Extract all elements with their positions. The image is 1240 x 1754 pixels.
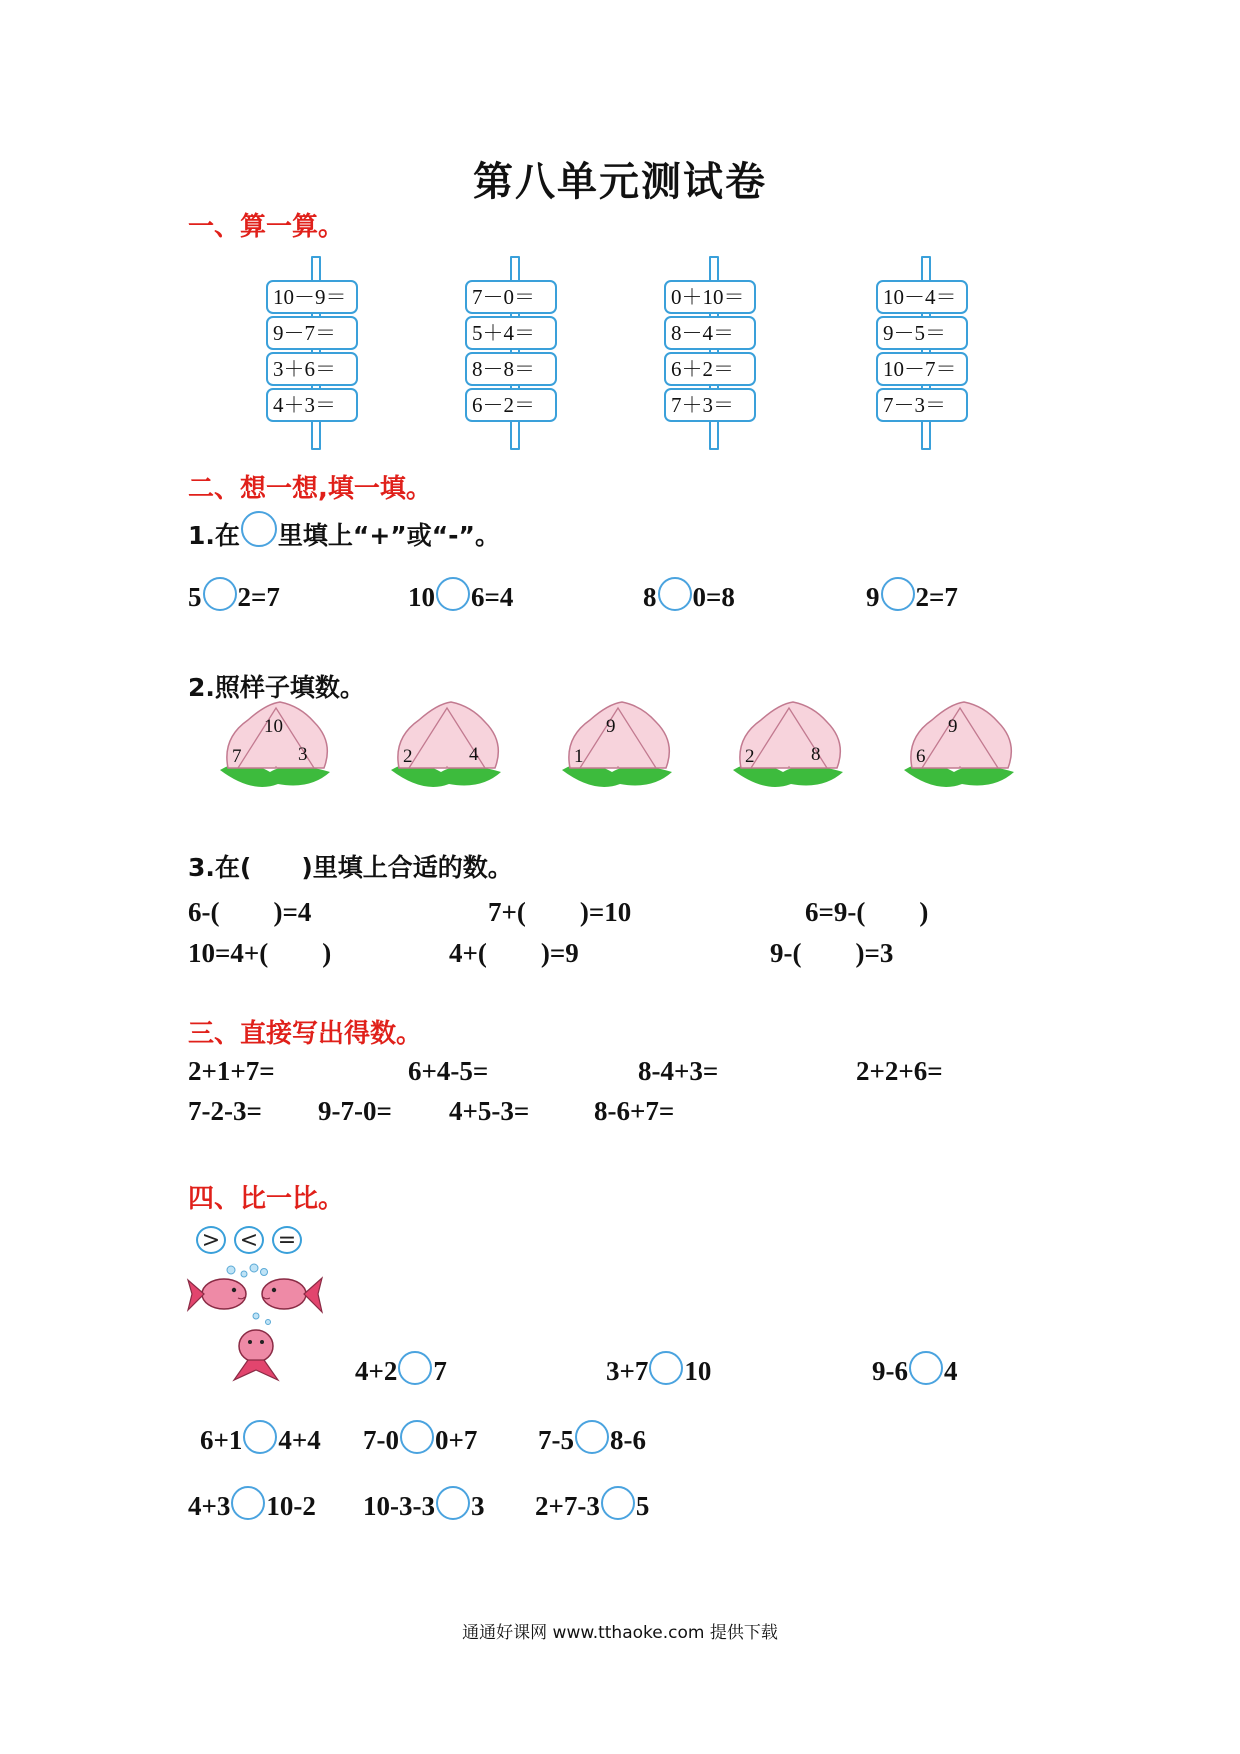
less-than-symbol: <	[234, 1226, 264, 1254]
s3-item[interactable]: 7-2-3=	[188, 1096, 262, 1126]
compare-item	[200, 1425, 321, 1460]
answer-circle[interactable]	[575, 1420, 609, 1454]
skewer-card[interactable]: 7－0＝	[465, 280, 557, 314]
peach-number-left: 7	[232, 746, 242, 767]
skewer-card[interactable]: 0＋10＝	[664, 280, 756, 314]
s3-item[interactable]: 8-6+7=	[594, 1096, 675, 1126]
compare-right: 0+7	[435, 1425, 478, 1455]
q1-item-right: 0=8	[692, 582, 735, 612]
compare-right: 8-6	[610, 1425, 646, 1455]
section-2-heading: 二、想一想,填一填。	[188, 474, 432, 504]
peach-item	[731, 694, 851, 804]
peach-number-right: 4	[469, 744, 479, 765]
symbol-legend	[196, 1226, 310, 1254]
answer-circle[interactable]	[203, 577, 237, 611]
skewer-card[interactable]: 10－9＝	[266, 280, 358, 314]
q1-item	[188, 582, 280, 617]
peach-number-left: 1	[574, 746, 584, 767]
s3-item[interactable]: 9-7-0=	[318, 1096, 392, 1126]
fish-icon	[262, 1278, 322, 1312]
compare-right: 5	[635, 1491, 650, 1521]
q1-title-post: 里填上“+”或“-”。	[277, 521, 500, 550]
q3-item[interactable]: 10=4+( )	[188, 938, 332, 968]
answer-circle[interactable]	[398, 1351, 432, 1385]
s3-item[interactable]: 8-4+3=	[638, 1056, 719, 1086]
q1-item-right: 2=7	[915, 582, 958, 612]
compare-left: 3+7	[606, 1356, 649, 1386]
s3-item[interactable]: 2+1+7=	[188, 1056, 275, 1086]
answer-circle[interactable]	[400, 1420, 434, 1454]
peach-number-left: 6	[916, 746, 926, 767]
skewer-card[interactable]: 3＋6＝	[266, 352, 358, 386]
compare-right: 4+4	[278, 1425, 321, 1455]
q3-title: 3.在( )里填上合适的数。	[188, 853, 513, 882]
s3-item[interactable]: 6+4-5=	[408, 1056, 489, 1086]
peach-item	[218, 694, 338, 804]
compare-left: 4+3	[188, 1491, 231, 1521]
compare-left: 10-3-3	[363, 1491, 435, 1521]
compare-item	[363, 1491, 484, 1526]
footer-credit: 通通好课网 www.tthaoke.com 提供下载	[462, 1623, 778, 1643]
skewer-card[interactable]: 9－5＝	[876, 316, 968, 350]
compare-right: 3	[470, 1491, 485, 1521]
peach-item	[560, 694, 680, 804]
peach-number-right: 8	[811, 744, 821, 765]
answer-circle[interactable]	[658, 577, 692, 611]
compare-item	[535, 1491, 649, 1526]
compare-left: 6+1	[200, 1425, 243, 1455]
skewer-card[interactable]: 6＋2＝	[664, 352, 756, 386]
q1-item	[643, 582, 735, 617]
skewer-card[interactable]: 7－3＝	[876, 388, 968, 422]
compare-item	[606, 1356, 711, 1391]
compare-item	[188, 1491, 316, 1526]
q3-item[interactable]: 4+( )=9	[449, 938, 579, 968]
q3-item[interactable]: 6=9-( )	[805, 897, 929, 927]
s3-item[interactable]: 2+2+6=	[856, 1056, 943, 1086]
compare-right: 4	[944, 1356, 958, 1386]
compare-item	[872, 1356, 958, 1391]
compare-left: 2+7-3	[535, 1491, 600, 1521]
compare-right: 10-2	[266, 1491, 316, 1521]
equals-symbol: =	[272, 1226, 302, 1254]
peach-number-right: 3	[298, 744, 308, 765]
compare-left: 7-5	[538, 1425, 574, 1455]
q2-title: 2.照样子填数。	[188, 673, 365, 702]
q1-title-pre: 1.在	[188, 521, 240, 550]
q3-item[interactable]: 6-( )=4	[188, 897, 312, 927]
page-title: 第八单元测试卷	[473, 159, 767, 205]
q1-item	[408, 582, 513, 617]
answer-circle[interactable]	[881, 577, 915, 611]
section-1-heading: 一、算一算。	[188, 212, 345, 242]
peach-number-left: 2	[745, 746, 755, 767]
section-3-heading: 三、直接写出得数。	[188, 1019, 423, 1049]
skewer-card[interactable]: 6－2＝	[465, 388, 557, 422]
compare-left: 7-0	[363, 1425, 399, 1455]
compare-right: 10	[684, 1356, 712, 1386]
skewer-card[interactable]: 10－7＝	[876, 352, 968, 386]
peach-number-left: 2	[403, 746, 413, 767]
answer-circle[interactable]	[601, 1486, 635, 1520]
skewer-card[interactable]: 5＋4＝	[465, 316, 557, 350]
q1-item-left: 10	[408, 582, 435, 612]
section-4-heading: 四、比一比。	[188, 1184, 345, 1214]
q1-item-right: 2=7	[237, 582, 280, 612]
greater-than-symbol: >	[196, 1226, 226, 1254]
peach-number-top: 9	[606, 716, 616, 737]
q1-item-left: 5	[188, 582, 202, 612]
answer-circle[interactable]	[436, 1486, 470, 1520]
compare-item	[363, 1425, 477, 1460]
skewer-card[interactable]: 4＋3＝	[266, 388, 358, 422]
compare-item	[538, 1425, 646, 1460]
compare-item	[355, 1356, 447, 1391]
fish-icon	[188, 1279, 246, 1310]
q1-item-left: 8	[643, 582, 657, 612]
peach-item	[902, 694, 1022, 804]
s3-item[interactable]: 4+5-3=	[449, 1096, 530, 1126]
q3-item[interactable]: 9-( )=3	[770, 938, 894, 968]
skewer-card[interactable]: 9－7＝	[266, 316, 358, 350]
skewer-card[interactable]: 8－4＝	[664, 316, 756, 350]
skewer-card[interactable]: 10－4＝	[876, 280, 968, 314]
q1-item-right: 6=4	[471, 582, 514, 612]
q3-item[interactable]: 7+( )=10	[488, 897, 632, 927]
fish-icon	[234, 1330, 278, 1380]
answer-circle[interactable]	[909, 1351, 943, 1385]
answer-circle[interactable]	[231, 1486, 265, 1520]
compare-left: 4+2	[355, 1356, 398, 1386]
q1-item-left: 9	[866, 582, 880, 612]
skewer-card[interactable]: 8－8＝	[465, 352, 557, 386]
compare-left: 9-6	[872, 1356, 908, 1386]
skewer-card[interactable]: 7＋3＝	[664, 388, 756, 422]
answer-circle[interactable]	[243, 1420, 277, 1454]
peach-item	[389, 694, 509, 804]
fish-illustration	[186, 1262, 326, 1386]
q1-title	[188, 516, 500, 555]
answer-circle[interactable]	[436, 577, 470, 611]
q1-item	[866, 582, 958, 617]
peach-number-top: 9	[948, 716, 958, 737]
compare-right: 7	[433, 1356, 447, 1386]
peach-number-top: 10	[264, 716, 283, 737]
answer-circle[interactable]	[241, 511, 277, 547]
answer-circle[interactable]	[649, 1351, 683, 1385]
